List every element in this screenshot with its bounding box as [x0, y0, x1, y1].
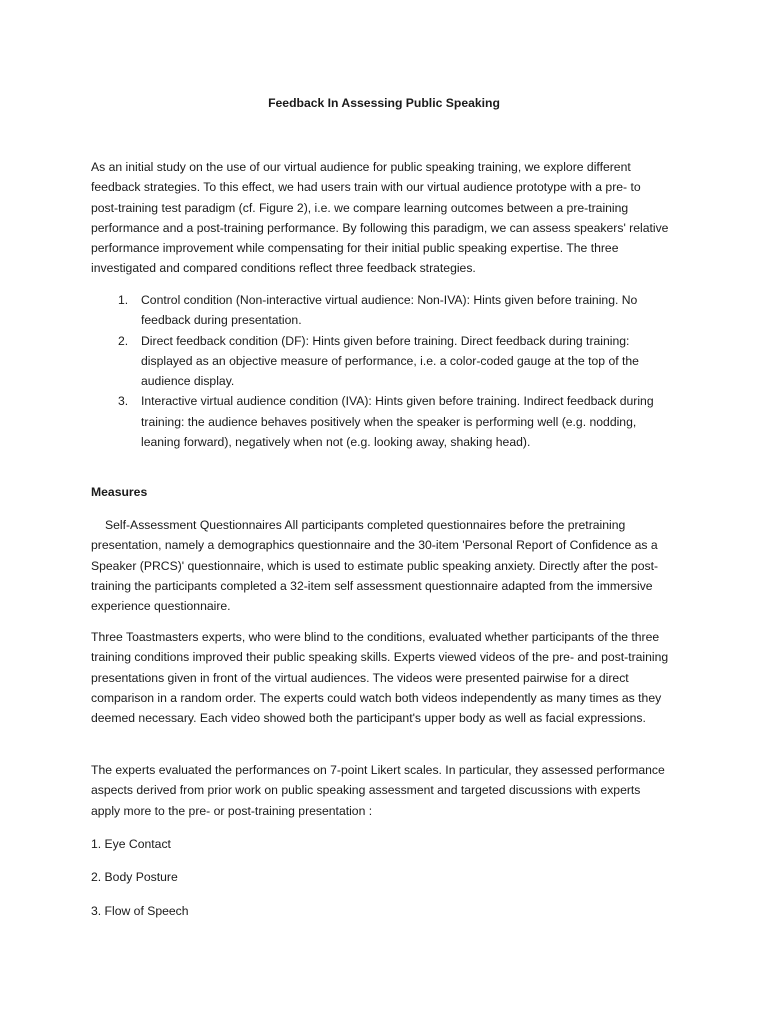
list-item-number: 1.	[118, 293, 129, 307]
likert-paragraph: The experts evaluated the performances on 7-point Likert scales. In particular, they assessed performance aspects derived from prior work on public speaking assessment and targeted discussions with experts apply more to the pre- or post-training presentation :	[91, 763, 665, 818]
aspect-item-eye-contact: 1. Eye Contact	[91, 837, 171, 851]
list-item-text: Interactive virtual audience condition (IVA): Hints given before training. Indirect feedback during training: the audience behaves positively when the speaker is performing well (e.g. nodding, leaning forward), negatively when not (e.g. looking away, shaking head).	[141, 394, 654, 450]
intro-paragraph: As an initial study on the use of our virtual audience for public speaking training, we explore different feedback strategies. To this effect, we had users train with our virtual audience prototype with a pre- to post-training test paradigm (cf. Figure 2), i.e. we compare learning outcomes between a pre-training performance and a post-training performance. By following this paradigm, we can assess speakers' relative performance improvement while compensating for their initial public speaking expertise. The three investigated and compared conditions reflect three feedback strategies.	[91, 160, 669, 276]
conditions-list	[91, 290, 671, 452]
aspect-item-flow-of-speech: 3. Flow of Speech	[91, 904, 189, 918]
list-item-text: Direct feedback condition (DF): Hints given before training. Direct feedback during training: displayed as an objective measure of performance, i.e. a color-coded gauge at the top of the audience display.	[141, 333, 639, 389]
list-item-number: 2.	[118, 333, 129, 348]
aspect-item-body-posture: 2. Body Posture	[91, 870, 178, 884]
experts-paragraph: Three Toastmasters experts, who were blind to the conditions, evaluated whether participants of the three training conditions improved their public speaking skills. Experts viewed videos of the pre- and post-training presentations given in front of the virtual audiences. The videos were presented pairwise for a direct comparison in a random order. The experts could watch both videos independently as many times as they deemed necessary. Each video showed both the participant's upper body as well as facial expressions.	[91, 630, 669, 726]
list-item-number: 3.	[118, 394, 129, 409]
list-item-text: Control condition (Non-interactive virtual audience: Non-IVA): Hints given before training. No feedback during presentation.	[141, 293, 638, 328]
document-title: Feedback In Assessing Public Speaking	[268, 96, 500, 110]
list-item	[91, 331, 671, 392]
measures-heading: Measures	[91, 485, 148, 499]
list-item	[91, 391, 671, 452]
self-assessment-paragraph: Self-Assessment Questionnaires All participants completed questionnaires before the pretraining presentation, namely a demographics questionnaire and the 30-item 'Personal Report of Confidence as a Speaker (PRCS)' questionnaire, which is used to estimate public speaking anxiety. Directly after the post-training the participants completed a 32-item self assessment questionnaire adapted from the immersive experience questionnaire.	[91, 518, 659, 614]
list-item	[91, 290, 671, 331]
